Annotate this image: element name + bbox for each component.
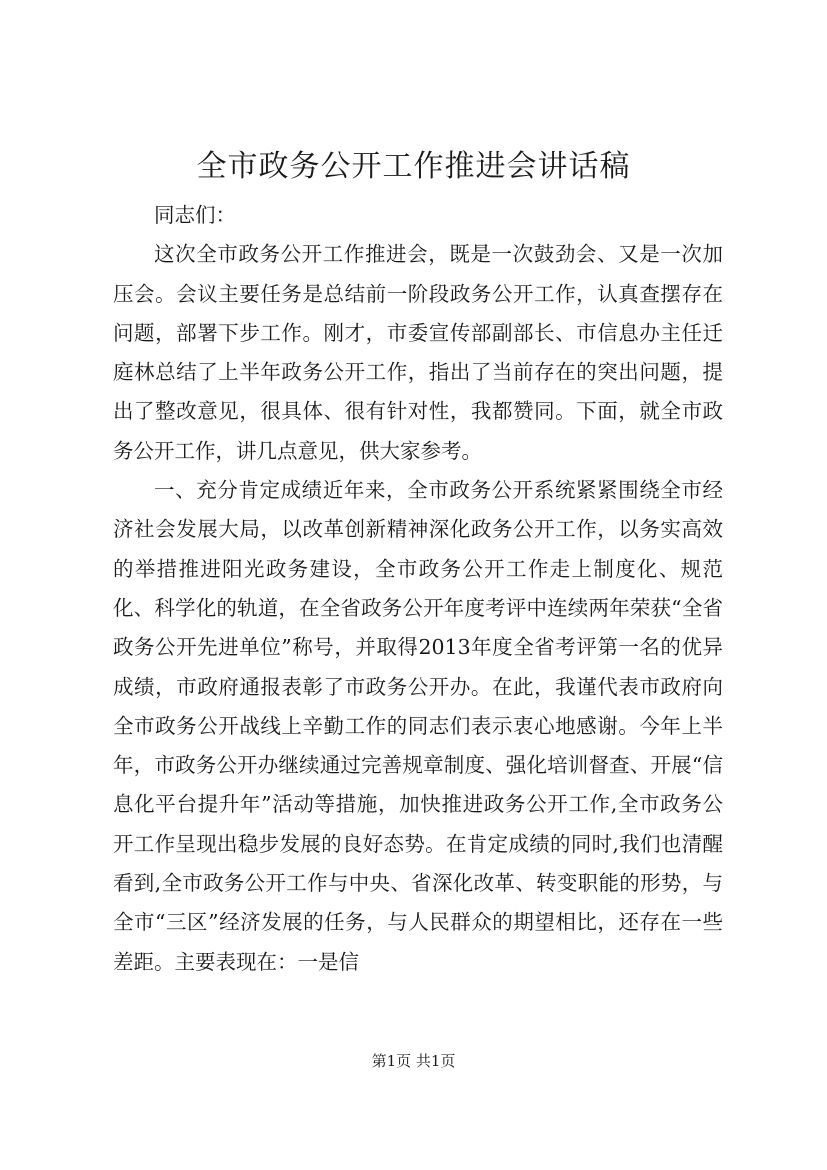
page-footer: 第1页 共1页 [371, 1052, 456, 1070]
document-title: 全市政务公开工作推进会讲话稿 [196, 149, 631, 184]
paragraph-intro: 这次全市政务公开工作推进会，既是一次鼓劲会、又是一次加压会。会议主要任务是总结前一阶段政务公开工作，认真查摆存在问题，部署下步工作。刚才，市委宣传部副部长、市信息办主任迁庭林总结了上半年政务公开工作，指出了当前存在的突出问题，提出了整改意见，很具体、很有针对性，我都赞同。下面，就全市政务公开工作，讲几点意见，供大家参考。 [113, 242, 723, 463]
document-body [113, 196, 723, 982]
salutation: 同志们： [154, 203, 236, 227]
paragraph-section-one: 一、充分肯定成绩近年来，全市政务公开系统紧紧围绕全市经济社会发展大局，以改革创新精神深化政务公开工作，以务实高效的举措推进阳光政务建设，全市政务公开工作走上制度化、规范化、科学化的轨道，在全省政务公开年度考评中连续两年荣获“全省政务公开先进单位”称号，并取得2013年度全省考评第一名的优异成绩，市政府通报表彰了市政务公开办。在此，我谨代表市政府向全市政务公开战线上辛勤工作的同志们表示衷心地感谢。今年上半年，市政务公开办继续通过完善规章制度、强化培训督查、开展“信息化平台提升年”活动等措施，加快推进政务公开工作,全市政务公开工作呈现出稳步发展的良好态势。在肯定成绩的同时,我们也清醒看到,全市政务公开工作与中央、省深化改革、转变职能的形势，与全市“三区”经济发展的任务，与人民群众的期望相比，还存在一些差距。主要表现在：一是信 [113, 478, 723, 974]
